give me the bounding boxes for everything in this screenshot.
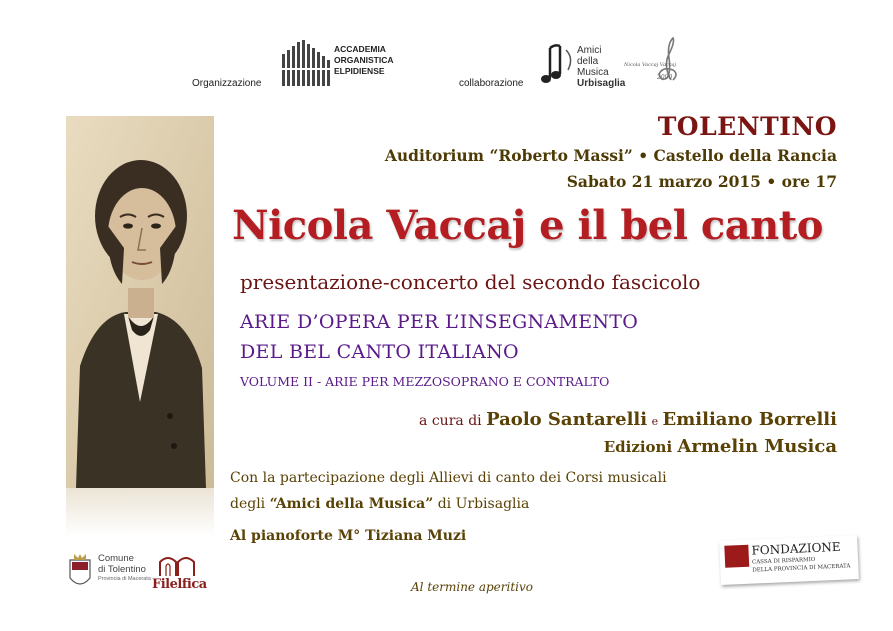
comune-province: Provincia di Macerata bbox=[98, 576, 151, 582]
music-note-logo bbox=[540, 44, 580, 88]
collaborazione-label: collaborazione bbox=[459, 78, 524, 89]
city-heading: TOLENTINO bbox=[657, 112, 837, 141]
publisher-name: Armelin Musica bbox=[677, 436, 837, 457]
portrait-reflection bbox=[66, 488, 214, 536]
organizzazione-label: Organizzazione bbox=[192, 78, 262, 89]
pianist-line: Al pianoforte M° Tiziana Muzi bbox=[230, 528, 467, 544]
event-subtitle: presentazione-concerto del secondo fascicolo bbox=[240, 270, 701, 294]
organ-pipes-logo bbox=[280, 38, 336, 88]
fondazione-name: FONDAZIONE bbox=[751, 539, 841, 558]
arie-line-1: ARIE D’OPERA PER L’INSEGNAMENTO bbox=[240, 311, 639, 333]
fondazione-sub-2: DELLA PROVINCIA DI MACERATA bbox=[752, 563, 851, 574]
event-title: Nicola Vaccaj e il bel canto bbox=[232, 202, 823, 249]
fondazione-logo bbox=[719, 535, 859, 585]
comune-crest-icon bbox=[66, 552, 94, 592]
fondazione-mark-icon bbox=[724, 545, 749, 568]
edition-line: Edizioni Armelin Musica bbox=[603, 436, 837, 457]
amici-musica-name: Amici della Musica Urbisaglia bbox=[577, 45, 626, 89]
fondazione-sub-1: CASSA DI RISPARMIO bbox=[751, 556, 816, 566]
nicola-vaccaj-portrait bbox=[66, 116, 214, 488]
org-name: ACCADEMIA ORGANISTICA ELPIDIENSE bbox=[334, 44, 394, 76]
filelfica-name: Filelfica bbox=[152, 577, 207, 592]
sigil-year: 2000 bbox=[657, 74, 673, 81]
curated-by-line: a cura di Paolo Santarelli e Emiliano Borrelli bbox=[419, 409, 837, 430]
comune-tolentino-name: Comune di Tolentino bbox=[98, 553, 146, 575]
curator-1: Paolo Santarelli bbox=[486, 409, 648, 430]
aperitivo-note: Al termine aperitivo bbox=[411, 580, 534, 594]
participation-line-1: Con la partecipazione degli Allievi di canto dei Corsi musicali bbox=[230, 470, 667, 486]
curator-2: Emiliano Borrelli bbox=[662, 409, 837, 430]
venue-line: Auditorium “Roberto Massi” • Castello della Rancia bbox=[384, 146, 837, 165]
volume-line: VOLUME II - ARIE PER MEZZOSOPRANO E CONTRALTO bbox=[240, 374, 610, 389]
arie-line-2: DEL BEL CANTO ITALIANO bbox=[240, 341, 519, 363]
date-line: Sabato 21 marzo 2015 • ore 17 bbox=[566, 172, 837, 191]
sigil-caption: Nicola Vaccaj Vaccaj bbox=[624, 62, 677, 68]
participation-line-2: degli “Amici della Musica” di Urbisaglia bbox=[230, 496, 530, 512]
